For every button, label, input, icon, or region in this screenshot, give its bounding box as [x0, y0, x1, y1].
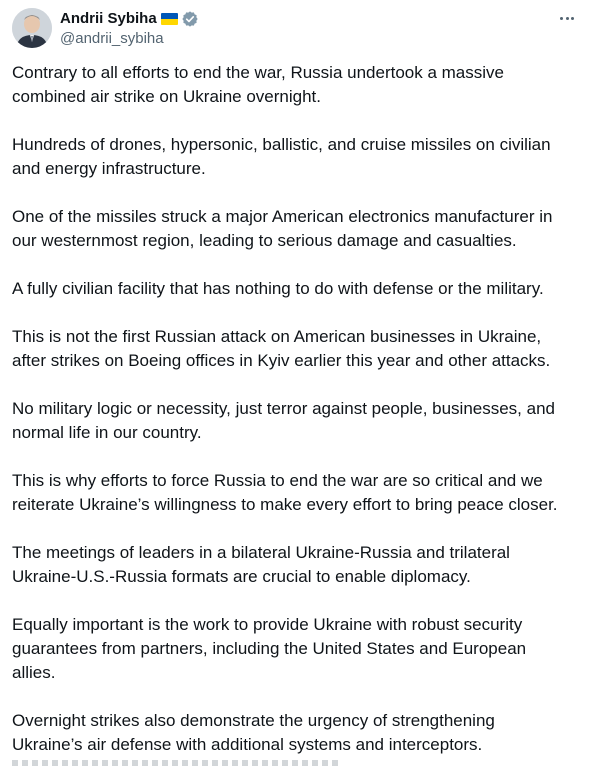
more-options-icon[interactable]: [555, 8, 579, 28]
truncated-next-line: [12, 760, 342, 766]
author-names: [60, 9, 199, 49]
tweet-paragraph: No military logic or necessity, just terror against people, businesses, and normal life in our country.: [12, 399, 555, 442]
verified-badge-icon[interactable]: [181, 10, 199, 28]
tweet-header: [12, 8, 583, 52]
ukraine-flag-icon: [161, 13, 178, 25]
tweet-paragraph: Equally important is the work to provide Ukraine with robust security guarantees from partners, including the United States and European allies.: [12, 615, 527, 682]
tweet-text: [12, 61, 587, 781]
tweet-paragraph: One of the missiles struck a major American electronics manufacturer in our westernmost region, leading to serious damage and casualties.: [12, 207, 553, 250]
tweet-paragraph: Hundreds of drones, hypersonic, ballistic, and cruise missiles on civilian and energy infrastructure.: [12, 135, 551, 178]
display-name-row: [60, 9, 199, 29]
tweet-paragraph: A fully civilian facility that has nothing to do with defense or the military.: [12, 279, 544, 298]
tweet-paragraph: Contrary to all efforts to end the war, Russia undertook a massive combined air strike on Ukraine overnight.: [12, 63, 504, 106]
tweet-paragraph: Overnight strikes also demonstrate the urgency of strengthening Ukraine’s air defense with additional systems and interceptors.: [12, 711, 495, 754]
display-name[interactable]: Andrii Sybiha: [60, 10, 157, 27]
avatar[interactable]: [12, 8, 52, 48]
tweet-paragraph: The meetings of leaders in a bilateral Ukraine-Russia and trilateral Ukraine-U.S.-Russia formats are crucial to enable diplomacy.: [12, 543, 510, 586]
avatar-portrait-icon: [12, 8, 52, 48]
handle[interactable]: @andrii_sybiha: [60, 30, 164, 47]
tweet-paragraph: This is why efforts to force Russia to end the war are so critical and we reiterate Ukraine’s willingness to make every effort to bring peace closer.: [12, 471, 558, 514]
tweet-paragraph: This is not the first Russian attack on American businesses in Ukraine, after strikes on Boeing offices in Kyiv earlier this year and other attacks.: [12, 327, 551, 370]
